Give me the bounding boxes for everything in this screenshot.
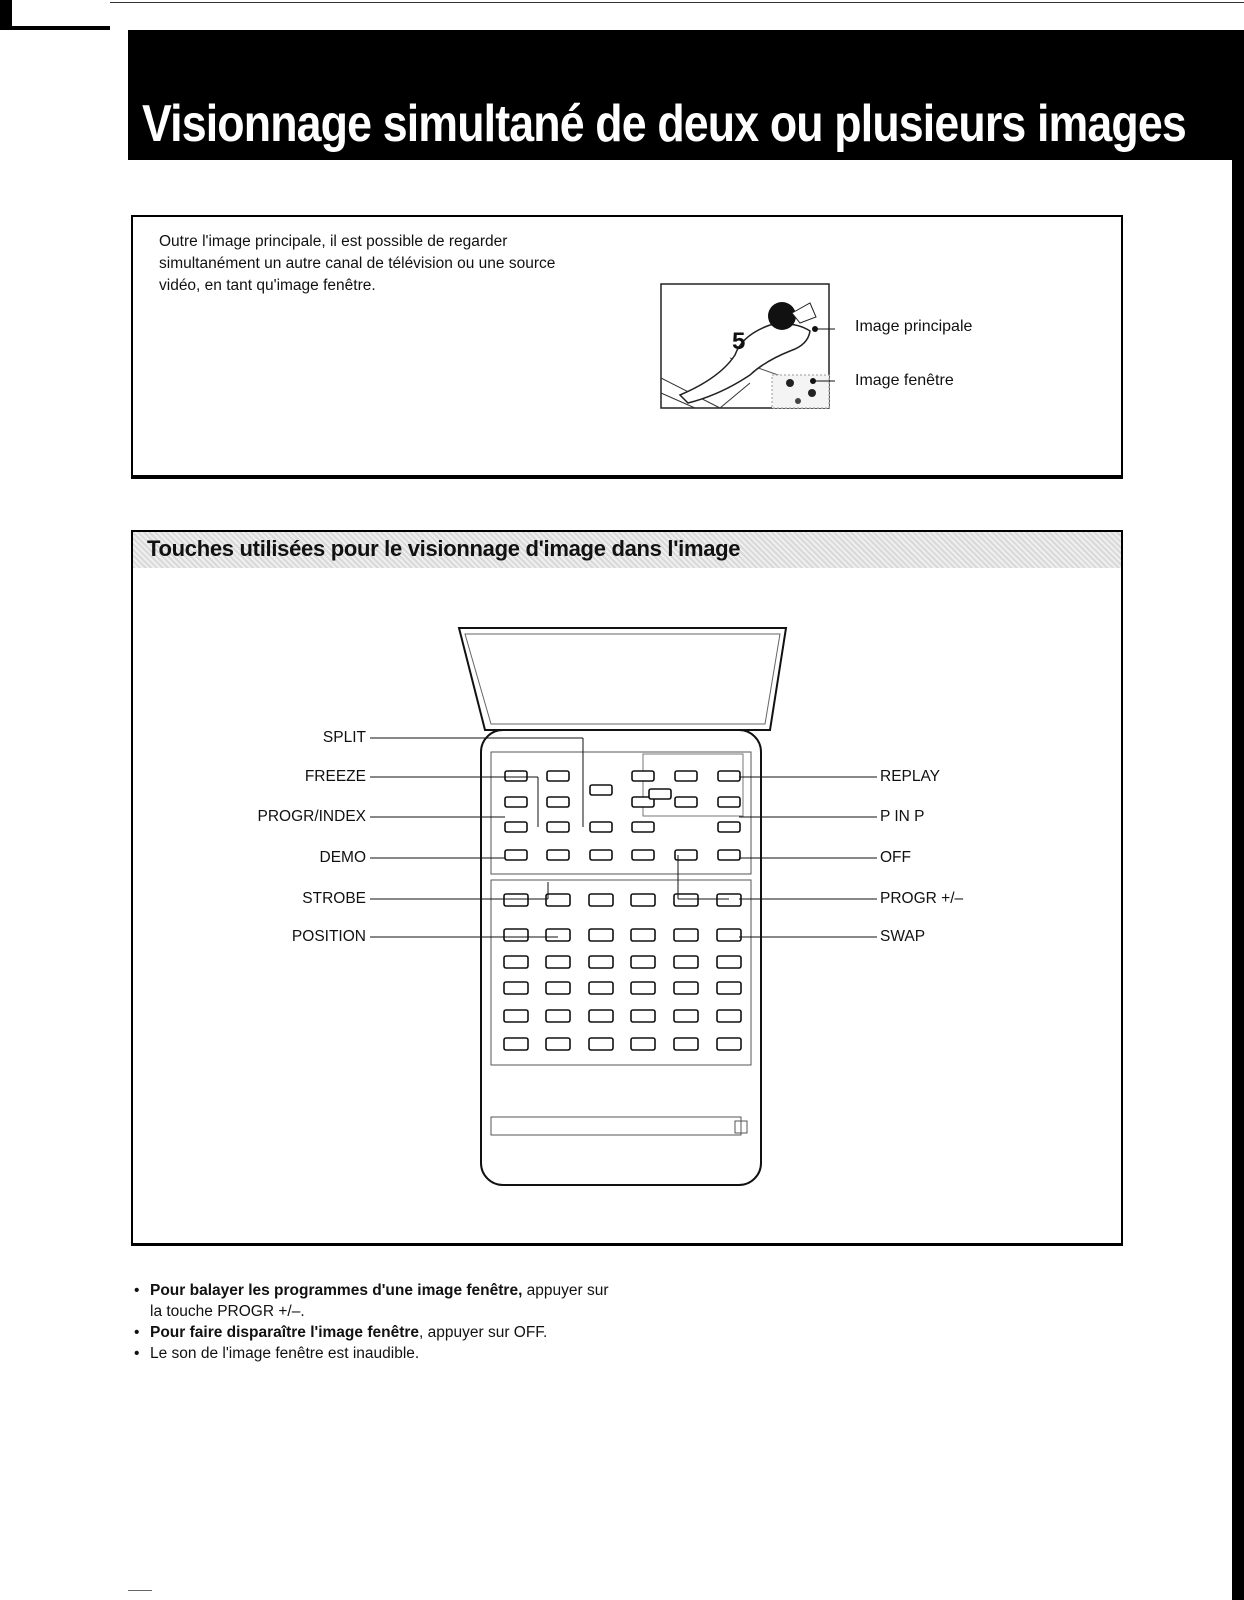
remote-key [631, 1010, 655, 1022]
remote-key [505, 771, 527, 781]
remote-key [589, 894, 613, 906]
corner-line [0, 26, 110, 30]
label-image-principale: Image principale [855, 318, 973, 335]
key-label-replay: REPLAY [880, 768, 941, 785]
remote-key [547, 797, 569, 807]
remote-key [590, 850, 612, 860]
remote-key [504, 956, 528, 968]
remote-key [505, 797, 527, 807]
remote-key [590, 785, 612, 795]
page-edge-bar [1232, 160, 1244, 1600]
remote-key [546, 929, 570, 941]
footer-mark [128, 1590, 152, 1591]
remote-key [717, 1010, 741, 1022]
player-helmet [768, 302, 796, 330]
key-label-progr-plus-minus: PROGR +/– [880, 890, 964, 907]
note-text: appuyer sur la touche PROGR +/–. [150, 1282, 609, 1320]
note-text: , appuyer sur OFF. [419, 1324, 548, 1341]
key-label-progr-index: PROGR/INDEX [257, 808, 366, 825]
remote-key [504, 894, 528, 906]
notes-list [148, 1280, 618, 1364]
remote-diagram [133, 532, 1121, 1242]
key-label-split: SPLIT [322, 729, 366, 746]
remote-key [631, 956, 655, 968]
remote-key [717, 982, 741, 994]
remote-key [547, 850, 569, 860]
key-label-strobe: STROBE [302, 890, 366, 907]
keys-box [131, 530, 1123, 1246]
remote-key [505, 822, 527, 832]
remote-key [504, 1038, 528, 1050]
note-item [148, 1343, 618, 1364]
remote-key [589, 982, 613, 994]
pip-illustration [660, 283, 835, 413]
remote-key [674, 956, 698, 968]
window-figure [795, 398, 801, 404]
remote-key [717, 894, 741, 906]
remote-key [674, 1038, 698, 1050]
remote-key [674, 982, 698, 994]
note-item [148, 1280, 618, 1322]
window-figure [786, 379, 794, 387]
remote-key [589, 929, 613, 941]
remote-key [631, 894, 655, 906]
remote-key [674, 929, 698, 941]
remote-key [632, 822, 654, 832]
remote-key [718, 822, 740, 832]
note-item [148, 1322, 618, 1343]
intro-text: Outre l'image principale, il est possible de regarder simultanément un autre canal de télévision ou une source vidéo, en tant qu'image fenêtre. [159, 233, 556, 294]
window-figure [808, 389, 816, 397]
remote-key [589, 1010, 613, 1022]
remote-key [546, 956, 570, 968]
remote-key [631, 929, 655, 941]
remote-key [504, 982, 528, 994]
remote-key [675, 797, 697, 807]
remote-key [675, 771, 697, 781]
note-bold: Pour balayer les programmes d'une image fenêtre, [150, 1282, 523, 1299]
remote-key [717, 929, 741, 941]
remote-key [546, 1010, 570, 1022]
key-label-off: OFF [880, 849, 911, 866]
remote-key [590, 822, 612, 832]
remote-key [717, 1038, 741, 1050]
remote-key [504, 1010, 528, 1022]
window-picture [772, 375, 829, 408]
remote-key [717, 956, 741, 968]
remote-key [631, 1038, 655, 1050]
remote-key [718, 797, 740, 807]
note-text: Le son de l'image fenêtre est inaudible. [150, 1345, 420, 1362]
remote-key [547, 822, 569, 832]
page-title: Visionnage simultané de deux ou plusieurs images [142, 95, 1186, 153]
remote-key [632, 771, 654, 781]
intro-box [131, 215, 1123, 479]
key-label-p-in-p: P IN P [880, 808, 925, 825]
remote-lid [459, 628, 786, 730]
remote-key [504, 929, 528, 941]
header-bar [128, 30, 1244, 160]
remote-key [718, 771, 740, 781]
key-label-demo: DEMO [319, 849, 366, 866]
note-bold: Pour faire disparaître l'image fenêtre [150, 1324, 420, 1341]
remote-key [674, 1010, 698, 1022]
remote-key [546, 1038, 570, 1050]
remote-key [546, 894, 570, 906]
remote-key [649, 789, 671, 799]
label-image-fenetre: Image fenêtre [855, 372, 954, 389]
remote-key [546, 982, 570, 994]
remote-key [631, 982, 655, 994]
key-label-position: POSITION [291, 928, 366, 945]
remote-key [718, 850, 740, 860]
remote-key [589, 1038, 613, 1050]
section-title: Touches utilisées pour le visionnage d'image dans l'image [147, 536, 741, 561]
remote-key [632, 850, 654, 860]
remote-key [505, 850, 527, 860]
remote-key [547, 771, 569, 781]
key-label-swap: SWAP [880, 928, 926, 945]
remote-key [589, 956, 613, 968]
jersey-number: 5 [732, 328, 746, 355]
key-label-freeze: FREEZE [304, 768, 366, 785]
top-rule [110, 2, 1244, 3]
